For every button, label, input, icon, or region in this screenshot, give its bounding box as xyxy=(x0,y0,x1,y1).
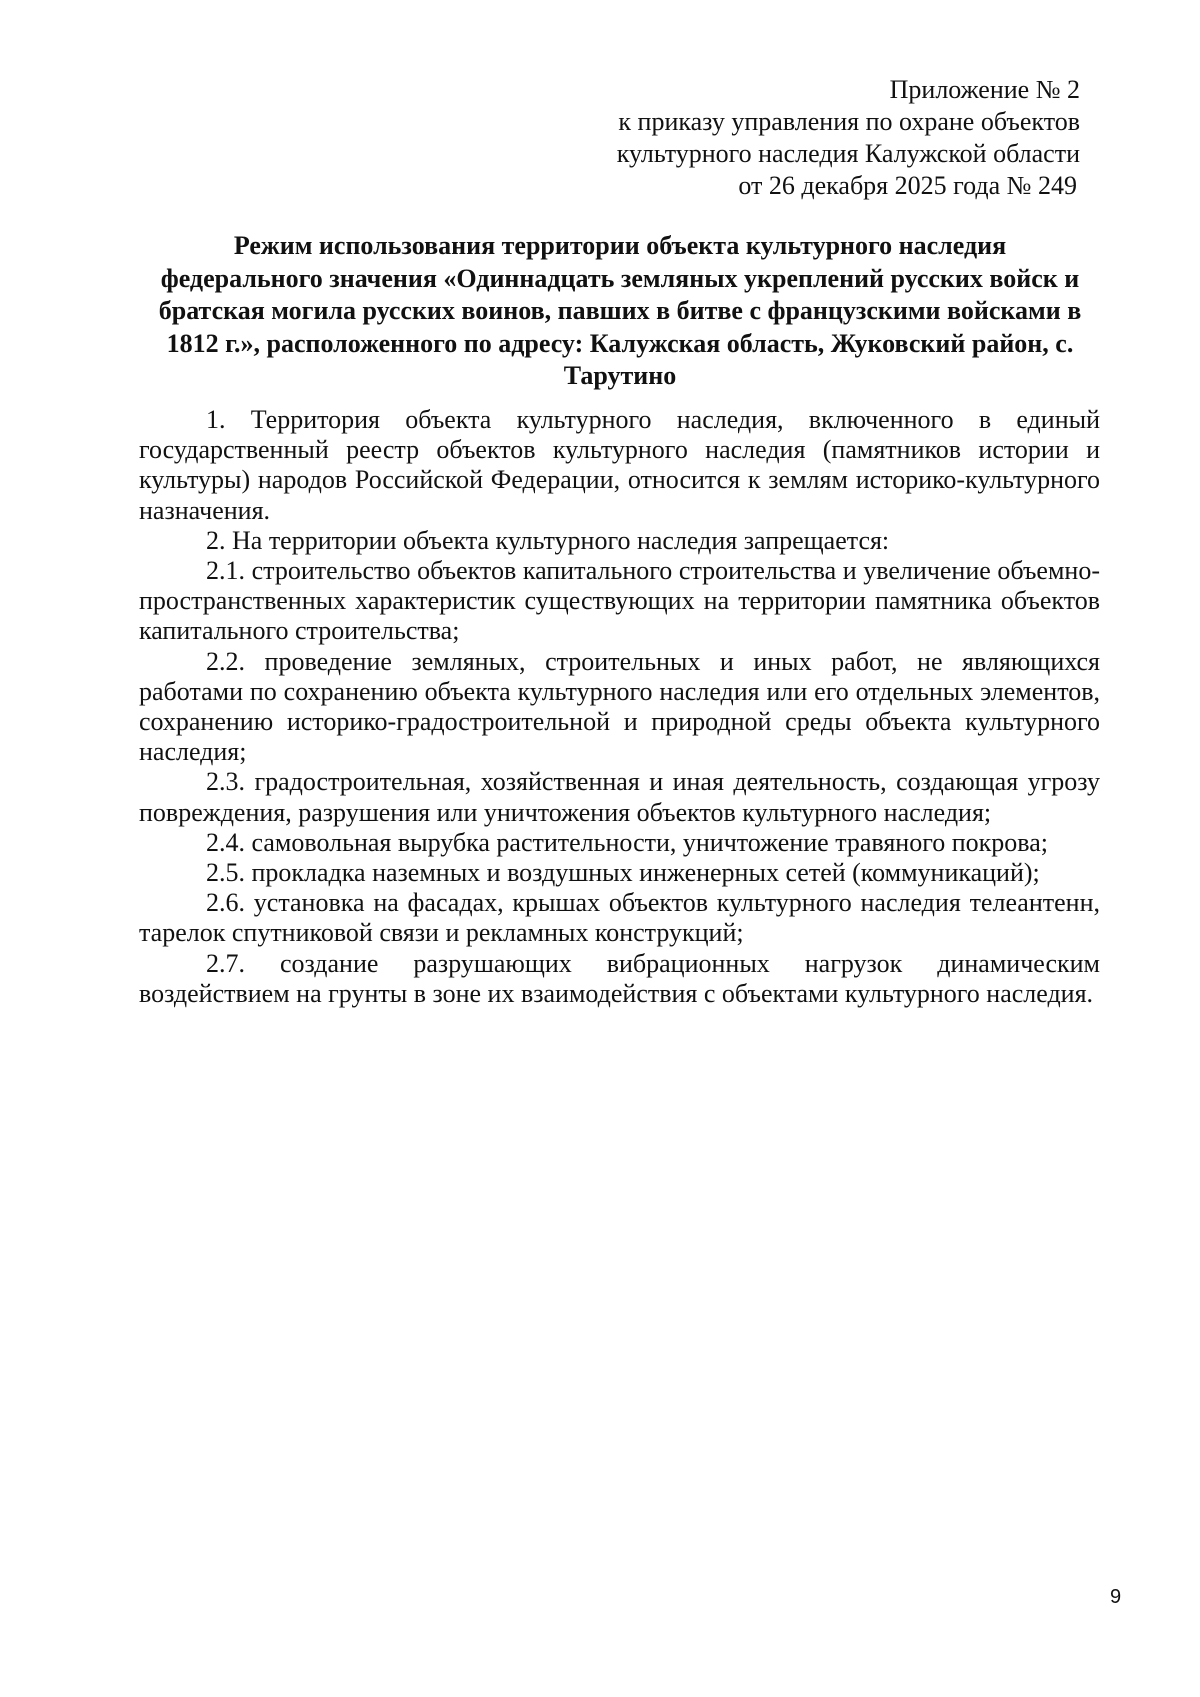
appendix-header xyxy=(460,74,1080,202)
document-body xyxy=(139,405,1100,1009)
appendix-label: Приложение № 2 xyxy=(889,75,1080,104)
paragraph-2: 2. На территории объекта культурного наследия запрещается: xyxy=(206,525,890,555)
page-number: 9 xyxy=(1110,1586,1122,1608)
paragraph-2-1: 2.1. строительство объектов капитального строительства и увеличение объемно-пространственных характеристик существующих на территории памятника объектов капитального строительства; xyxy=(139,556,1100,646)
title-line: Тарутино xyxy=(563,361,677,390)
paragraph-2-5: 2.5. прокладка наземных и воздушных инженерных сетей (коммуникаций); xyxy=(206,858,1040,888)
paragraph-2-7: 2.7. создание разрушающих вибрационных нагрузок динамическим воздействием на грунты в зоне их взаимодействия с объектами культурного наследия. xyxy=(139,948,1100,1008)
paragraph-2-4: 2.4. самовольная вырубка растительности, уничтожение травяного покрова; xyxy=(206,827,1048,857)
document-title xyxy=(140,230,1100,393)
title-line: 1812 г.», расположенного по адресу: Калужская область, Жуковский район, с. xyxy=(166,328,1074,358)
paragraph-2-3: 2.3. градостроительная, хозяйственная и иная деятельность, создающая угрозу повреждения, разрушения или уничтожения объектов культурного наследия; xyxy=(139,767,1100,827)
appendix-order-reference: к приказу управления по охране объектов xyxy=(618,107,1080,136)
appendix-authority: культурного наследия Калужской области xyxy=(616,139,1080,168)
paragraph-1: 1. Территория объекта культурного наследия, включенного в единый государственный реестр объектов культурного наследия (памятников истории и культуры) народов Российской Федерации, относится к землям историко-культурного назначения. xyxy=(139,405,1100,525)
paragraph-2-2: 2.2. проведение земляных, строительных и иных работ, не являющихся работами по сохранению объекта культурного наследия или его отдельных элементов, сохранению историко-градостроительной и природной среды объекта культурного наследия; xyxy=(139,646,1100,767)
paragraph-2-6: 2.6. установка на фасадах, крышах объектов культурного наследия телеантенн, тарелок спутниковой связи и рекламных конструкций; xyxy=(139,888,1100,948)
title-line: Режим использования территории объекта культурного наследия xyxy=(233,231,1007,260)
appendix-date-number: от 26 декабря 2025 года № 249 xyxy=(738,171,1077,200)
title-line: федерального значения «Одиннадцать земляных укреплений русских войск и xyxy=(160,263,1080,293)
title-line: братская могила русских воинов, павших в битве с французскими войсками в xyxy=(158,296,1082,325)
